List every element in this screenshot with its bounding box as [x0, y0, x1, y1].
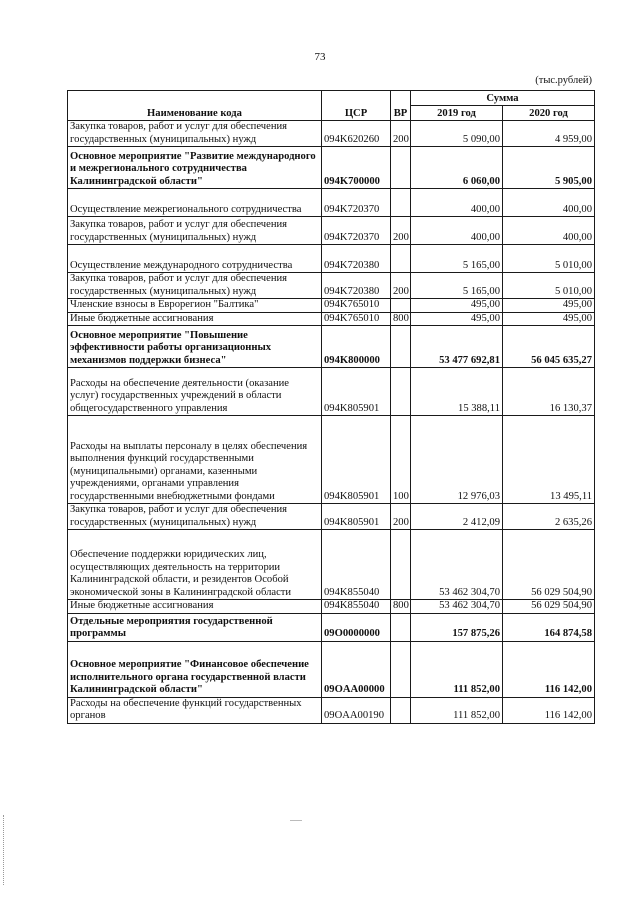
- row-vr: [391, 189, 411, 217]
- row-csr: 094K805901: [322, 504, 391, 530]
- row-csr: 09O0000000: [322, 613, 391, 641]
- row-2020: 400,00: [503, 217, 595, 245]
- row-name: Расходы на обеспечение деятельности (оказание услуг) государственных учреждений в области общегосударственного управления: [68, 368, 322, 416]
- row-2020: 13 495,11: [503, 416, 595, 504]
- row-2019: 111 852,00: [411, 641, 503, 697]
- row-2020: 495,00: [503, 299, 595, 313]
- row-csr: 094K700000: [322, 147, 391, 189]
- row-name: Иные бюджетные ассигнования: [68, 312, 322, 326]
- row-csr: 094K720380: [322, 245, 391, 273]
- row-2019: 495,00: [411, 312, 503, 326]
- row-csr: 094K765010: [322, 312, 391, 326]
- row-vr: 800: [391, 312, 411, 326]
- row-2019: 5 165,00: [411, 273, 503, 299]
- table-row: [68, 121, 595, 147]
- row-2019: 495,00: [411, 299, 503, 313]
- table-row: [68, 273, 595, 299]
- table-row: [68, 416, 595, 504]
- header-year-2019: 2019 год: [411, 106, 503, 121]
- header-sum: Сумма: [411, 91, 595, 106]
- table-row: [68, 189, 595, 217]
- row-name: Иные бюджетные ассигнования: [68, 600, 322, 614]
- row-csr: 094K720370: [322, 189, 391, 217]
- table-row: [68, 312, 595, 326]
- row-2020: 164 874,58: [503, 613, 595, 641]
- row-2019: 12 976,03: [411, 416, 503, 504]
- row-csr: 094K720380: [322, 273, 391, 299]
- table-row: [68, 641, 595, 697]
- row-csr: 094K855040: [322, 600, 391, 614]
- row-name: Основное мероприятие "Повышение эффективности работы организационных механизмов поддержки бизнеса": [68, 326, 322, 368]
- row-2019: 5 165,00: [411, 245, 503, 273]
- row-2019: 111 852,00: [411, 697, 503, 723]
- row-2019: 400,00: [411, 217, 503, 245]
- row-csr: 094K805901: [322, 416, 391, 504]
- row-name: Членские взносы в Еврорегион "Балтика": [68, 299, 322, 313]
- row-2019: 5 090,00: [411, 121, 503, 147]
- row-name: Основное мероприятие "Финансовое обеспечение исполнительного органа государственной власти Калининградской области": [68, 641, 322, 697]
- row-2020: 400,00: [503, 189, 595, 217]
- header-vr: ВР: [391, 91, 411, 121]
- row-name: Расходы на обеспечение функций государственных органов: [68, 697, 322, 723]
- row-name: Осуществление межрегионального сотрудничества: [68, 189, 322, 217]
- row-vr: 800: [391, 600, 411, 614]
- table-row: [68, 368, 595, 416]
- budget-table: [67, 90, 595, 724]
- row-vr: 200: [391, 273, 411, 299]
- row-name: Закупка товаров, работ и услуг для обеспечения государственных (муниципальных) нужд: [68, 273, 322, 299]
- row-2020: 56 029 504,90: [503, 600, 595, 614]
- table-row: [68, 299, 595, 313]
- row-csr: 09OAA00190: [322, 697, 391, 723]
- row-csr: 094K855040: [322, 530, 391, 600]
- row-vr: [391, 245, 411, 273]
- row-2020: 116 142,00: [503, 641, 595, 697]
- row-vr: [391, 368, 411, 416]
- row-name: Закупка товаров, работ и услуг для обеспечения государственных (муниципальных) нужд: [68, 504, 322, 530]
- row-csr: 094K805901: [322, 368, 391, 416]
- row-2020: 16 130,37: [503, 368, 595, 416]
- row-vr: 200: [391, 121, 411, 147]
- table-row: [68, 530, 595, 600]
- row-2019: 400,00: [411, 189, 503, 217]
- header-name: Наименование кода: [68, 91, 322, 121]
- table-row: [68, 326, 595, 368]
- table-row: [68, 147, 595, 189]
- row-2020: 5 905,00: [503, 147, 595, 189]
- row-csr: 094K620260: [322, 121, 391, 147]
- row-2019: 15 388,11: [411, 368, 503, 416]
- row-vr: [391, 147, 411, 189]
- row-vr: [391, 613, 411, 641]
- row-vr: 100: [391, 416, 411, 504]
- row-name: Закупка товаров, работ и услуг для обеспечения государственных (муниципальных) нужд: [68, 121, 322, 147]
- row-vr: 200: [391, 504, 411, 530]
- table-row: [68, 600, 595, 614]
- row-csr: 094K720370: [322, 217, 391, 245]
- page-number: 73: [314, 51, 326, 63]
- row-2020: 495,00: [503, 312, 595, 326]
- table-row: [68, 697, 595, 723]
- row-2019: 2 412,09: [411, 504, 503, 530]
- row-2020: 116 142,00: [503, 697, 595, 723]
- row-name: Обеспечение поддержки юридических лиц, осуществляющих деятельность на территории Калининградской области, и резидентов Особой экономической зоны в Калининградской области: [68, 530, 322, 600]
- row-2020: 5 010,00: [503, 245, 595, 273]
- row-2019: 53 462 304,70: [411, 530, 503, 600]
- row-2019: 6 060,00: [411, 147, 503, 189]
- row-vr: [391, 641, 411, 697]
- row-csr: 09OAA00000: [322, 641, 391, 697]
- row-csr: 094K800000: [322, 326, 391, 368]
- row-name: Осуществление международного сотрудничества: [68, 245, 322, 273]
- table-row: [68, 217, 595, 245]
- row-vr: [391, 530, 411, 600]
- row-name: Расходы на выплаты персоналу в целях обеспечения выполнения функций государственными (муниципальными) органами, казенными учреждениями, органами управления государственными внебюджетными фондами: [68, 416, 322, 504]
- table-row: [68, 613, 595, 641]
- row-name: Основное мероприятие "Развитие международного и межрегионального сотрудничества Калининградской области": [68, 147, 322, 189]
- header-year-2020: 2020 год: [503, 106, 595, 121]
- row-vr: [391, 326, 411, 368]
- unit-note: (тыс.рублей): [535, 75, 592, 86]
- row-2020: 56 045 635,27: [503, 326, 595, 368]
- row-2020: 4 959,00: [503, 121, 595, 147]
- row-vr: [391, 697, 411, 723]
- row-name: Закупка товаров, работ и услуг для обеспечения государственных (муниципальных) нужд: [68, 217, 322, 245]
- scan-artifact: [290, 820, 302, 821]
- table-row: [68, 504, 595, 530]
- row-2020: 2 635,26: [503, 504, 595, 530]
- row-2020: 56 029 504,90: [503, 530, 595, 600]
- row-vr: 200: [391, 217, 411, 245]
- table-row: [68, 245, 595, 273]
- row-2019: 157 875,26: [411, 613, 503, 641]
- row-csr: 094K765010: [322, 299, 391, 313]
- header-csr: ЦСР: [322, 91, 391, 121]
- row-vr: [391, 299, 411, 313]
- row-2019: 53 477 692,81: [411, 326, 503, 368]
- row-2019: 53 462 304,70: [411, 600, 503, 614]
- scan-edge-mark: [3, 815, 5, 885]
- row-2020: 5 010,00: [503, 273, 595, 299]
- row-name: Отдельные мероприятия государственной программы: [68, 613, 322, 641]
